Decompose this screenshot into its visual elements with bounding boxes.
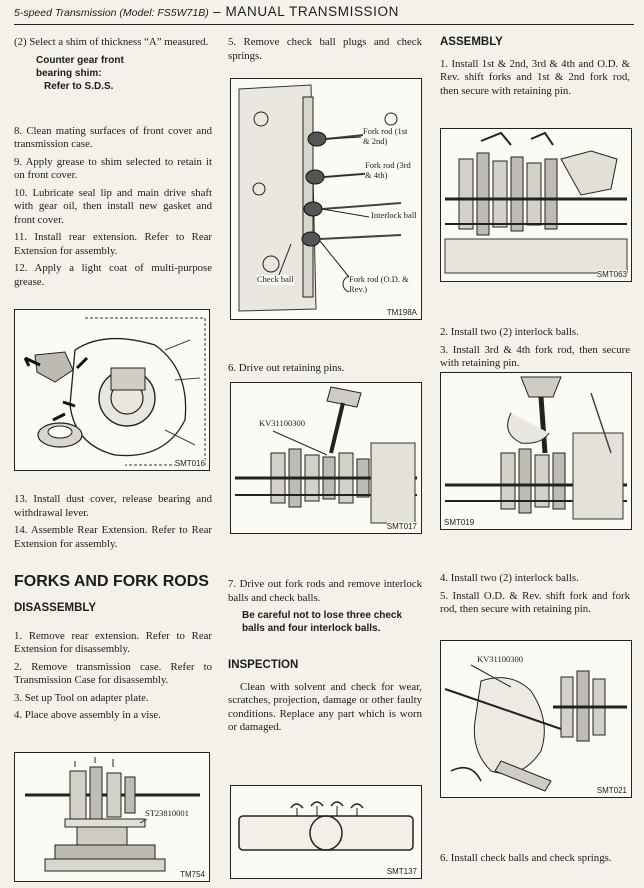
assembly-step-3: 3. Install 3rd & 4th fork rod, then secure with retaining pin. [440, 343, 630, 369]
tool-label-kv31100300: KV31100300 [259, 418, 305, 428]
figure-tm754 [14, 752, 210, 882]
step-11-text: 11. Install rear extension. Refer to Rear Extension for assembly. [14, 231, 212, 257]
od-rev-fork-illustration [441, 641, 631, 797]
figure-smt137 [230, 785, 422, 879]
label-interlock-ball: Interlock ball [371, 210, 417, 220]
heading-inspection: INSPECTION [228, 659, 299, 671]
assembly-step-1: 1. Install 1st & 2nd, 3rd & 4th and O.D. & Rev. shift forks and 1st & 2nd fork rod, then secure with retaining pin. [440, 57, 630, 97]
figure-id-smt016: SMT016 [174, 459, 205, 468]
front-cover-illustration [15, 310, 209, 470]
step-12-text: 12. Apply a light coat of multi-purpose grease. [14, 262, 212, 288]
header-title: MANUAL TRANSMISSION [225, 4, 399, 19]
assembly-step-4: 4. Install two (2) interlock balls. [440, 572, 579, 584]
label-fork-rod-1-2: Fork rod (1st & 2nd) [363, 127, 415, 146]
heading-disassembly: DISASSEMBLY [14, 602, 97, 614]
assembly-step-2: 2. Install two (2) interlock balls. [440, 326, 579, 338]
step-8-text: 8. Clean mating surfaces of front cover and transmission case. [14, 124, 212, 150]
tool-label-st23810001: ST23810001 [145, 808, 189, 818]
column-left [14, 36, 212, 293]
column-middle-step6 [228, 362, 422, 380]
disassembly-step-2: 2. Remove transmission case. Refer to Transmission Case for disassembly. [14, 660, 212, 686]
step-5-text: 5. Remove check ball plugs and check springs. [228, 36, 422, 62]
figure-id-tm198a: TM198A [386, 308, 417, 317]
tool-label-kv31100300-b: KV31100300 [477, 654, 523, 664]
label-fork-rod-3-4: Fork rod (3rd & 4th) [365, 161, 419, 180]
section-title-forks: FORKS AND FORK RODS [14, 573, 209, 590]
caution-note: Be careful not to lose three check balls and four interlock balls. [242, 610, 403, 634]
step-2-text: (2) Select a shim of thickness “A” measured. [14, 36, 209, 48]
fork-rod-install-illustration [441, 373, 631, 529]
step-9-text: 9. Apply grease to shim selected to retain it on front cover. [14, 155, 212, 181]
label-check-ball: Check ball [257, 274, 294, 284]
retaining-pins-illustration [231, 383, 421, 533]
figure-id-smt017: SMT017 [386, 522, 417, 531]
figure-smt017 [230, 382, 422, 534]
step-7-text: 7. Drive out fork rods and remove interlock balls and check balls. [228, 578, 422, 604]
header-subtitle: 5-speed Transmission (Model: FS5W71B) [14, 7, 209, 19]
figure-id-smt137: SMT137 [386, 867, 417, 876]
shim-note-line1: Counter gear front [36, 54, 124, 66]
step-10-text: 10. Lubricate seal lip and main drive shaft with gear oil, then install new gasket and front cover. [14, 186, 212, 226]
column-right-step-6 [440, 852, 630, 870]
disassembly-step-1: 1. Remove rear extension. Refer to Rear Extension for disassembly. [14, 629, 212, 655]
shim-note [36, 54, 212, 93]
column-middle-lower [228, 578, 422, 739]
heading-assembly: ASSEMBLY [440, 36, 503, 48]
column-right [440, 36, 630, 102]
figure-smt063 [440, 128, 632, 282]
figure-id-smt019: SMT019 [444, 518, 475, 527]
figure-id-smt021: SMT021 [596, 786, 627, 795]
column-right-steps-4-5 [440, 572, 630, 621]
label-fork-rod-od: Fork rod (O.D. & Rev.) [349, 275, 417, 294]
shim-note-line3: Refer to S.D.S. [44, 80, 114, 92]
disassembly-step-3: 3. Set up Tool on adapter plate. [14, 691, 149, 704]
assembly-step-5: 5. Install O.D. & Rev. shift fork and fork rod, then secure with retaining pin. [440, 589, 630, 615]
figure-id-smt063: SMT063 [596, 270, 627, 279]
column-middle [228, 36, 422, 67]
page-header [14, 4, 634, 25]
step-13-text: 13. Install dust cover, release bearing and withdrawal lever. [14, 493, 212, 519]
inspection-text: Clean with solvent and check for wear, scratches, projection, damage or other faulty conditions. Replace any part which is worn or damaged. [228, 680, 422, 733]
shim-note-line2: bearing shim: [36, 67, 102, 79]
figure-id-tm754: TM754 [180, 870, 205, 879]
figure-smt021 [440, 640, 632, 798]
figure-smt019 [440, 372, 632, 530]
header-dash: – [208, 4, 226, 19]
column-left-lower [14, 493, 212, 727]
shift-forks-illustration [441, 129, 631, 281]
step-14-text: 14. Assemble Rear Extension. Refer to Rear Extension for assembly. [14, 524, 212, 550]
figure-tm198a [230, 78, 422, 320]
column-right-steps-2-3 [440, 326, 630, 375]
figure-smt016 [14, 309, 210, 471]
disassembly-step-4: 4. Place above assembly in a vise. [14, 709, 161, 721]
step-6-text: 6. Drive out retaining pins. [228, 362, 345, 374]
assembly-step-6: 6. Install check balls and check springs. [440, 852, 612, 864]
fork-rod-inspection-illustration [231, 786, 421, 878]
